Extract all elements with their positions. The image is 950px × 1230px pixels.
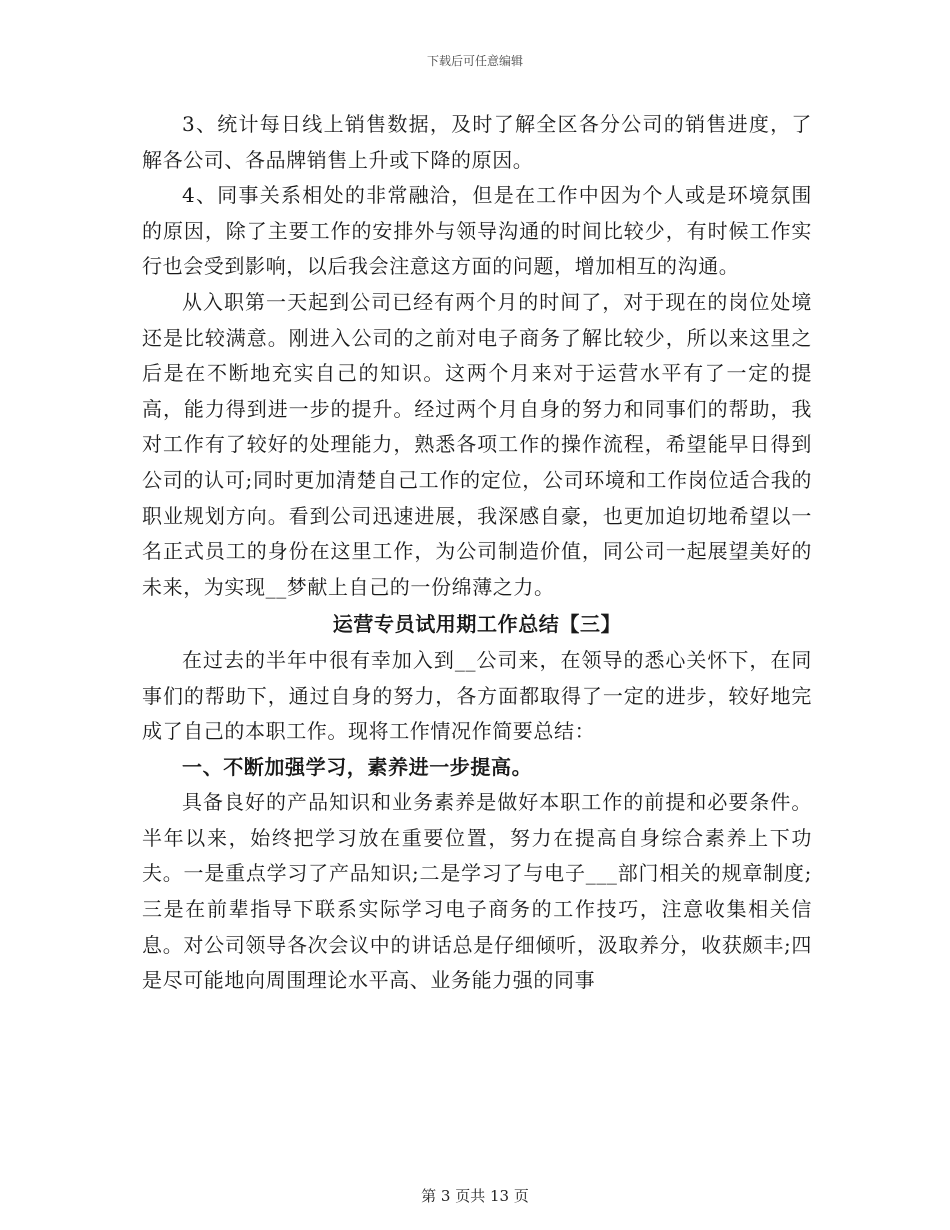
paragraph-item-4: 4、同事关系相处的非常融洽，但是在工作中因为个人或是环境氛围的原因，除了主要工作的安排外与领导沟通的时间比较少，有时候工作实行也会受到影响，以后我会注意这方面的问题，增加相互的沟通。 xyxy=(142,183,812,279)
section-title: 运营专员试用期工作总结【三】 xyxy=(332,612,622,637)
page-header: 下载后可任意编辑 xyxy=(426,54,523,68)
paragraph-item-3: 3、统计每日线上销售数据，及时了解全区各分公司的销售进度，了解各公司、各品牌销售上升或下降的原因。 xyxy=(142,112,812,172)
page-footer: 第 3 页共 13 页 xyxy=(421,1187,529,1205)
paragraph-intro: 在过去的半年中很有幸加入到__公司来，在领导的悉心关怀下，在同事们的帮助下，通过自身的努力，各方面都取得了一定的进步，较好地完成了自己的本职工作。现将工作情况作简要总结： xyxy=(142,647,812,744)
subheading: 一、不断加强学习，素养进一步提高。 xyxy=(182,754,533,779)
document-body xyxy=(142,107,812,999)
paragraph-summary: 从入职第一天起到公司已经有两个月的时间了，对于现在的岗位处境还是比较满意。刚进入公司的之前对电子商务了解比较少，所以来这里之后是在不断地充实自己的知识。这两个月来对于运营水平有了一定的提高，能力得到进一步的提升。经过两个月自身的努力和同事们的帮助，我对工作有了较好的处理能力，熟悉各项工作的操作流程，希望能早日得到公司的认可;同时更加清楚自己工作的定位，公司环境和工作岗位适合我的职业规划方向。看到公司迅速进展，我深感自豪，也更加迫切地希望以一名正式员工的身份在这里工作，为公司制造价值，同公司一起展望美好的未来，为实现__梦献上自己的一份绵薄之力。 xyxy=(142,289,812,599)
paragraph-body: 具备良好的产品知识和业务素养是做好本职工作的前提和必要条件。半年以来，始终把学习放在重要位置，努力在提高自身综合素养上下功夫。一是重点学习了产品知识;二是学习了与电子___部门相关的规章制度;三是在前辈指导下联系实际学习电子商务的工作技巧，注意收集相关信息。对公司领导各次会议中的讲话总是仔细倾听，汲取养分，收获颇丰;四是尽可能地向周围理论水平高、业务能力强的同事 xyxy=(142,790,812,993)
